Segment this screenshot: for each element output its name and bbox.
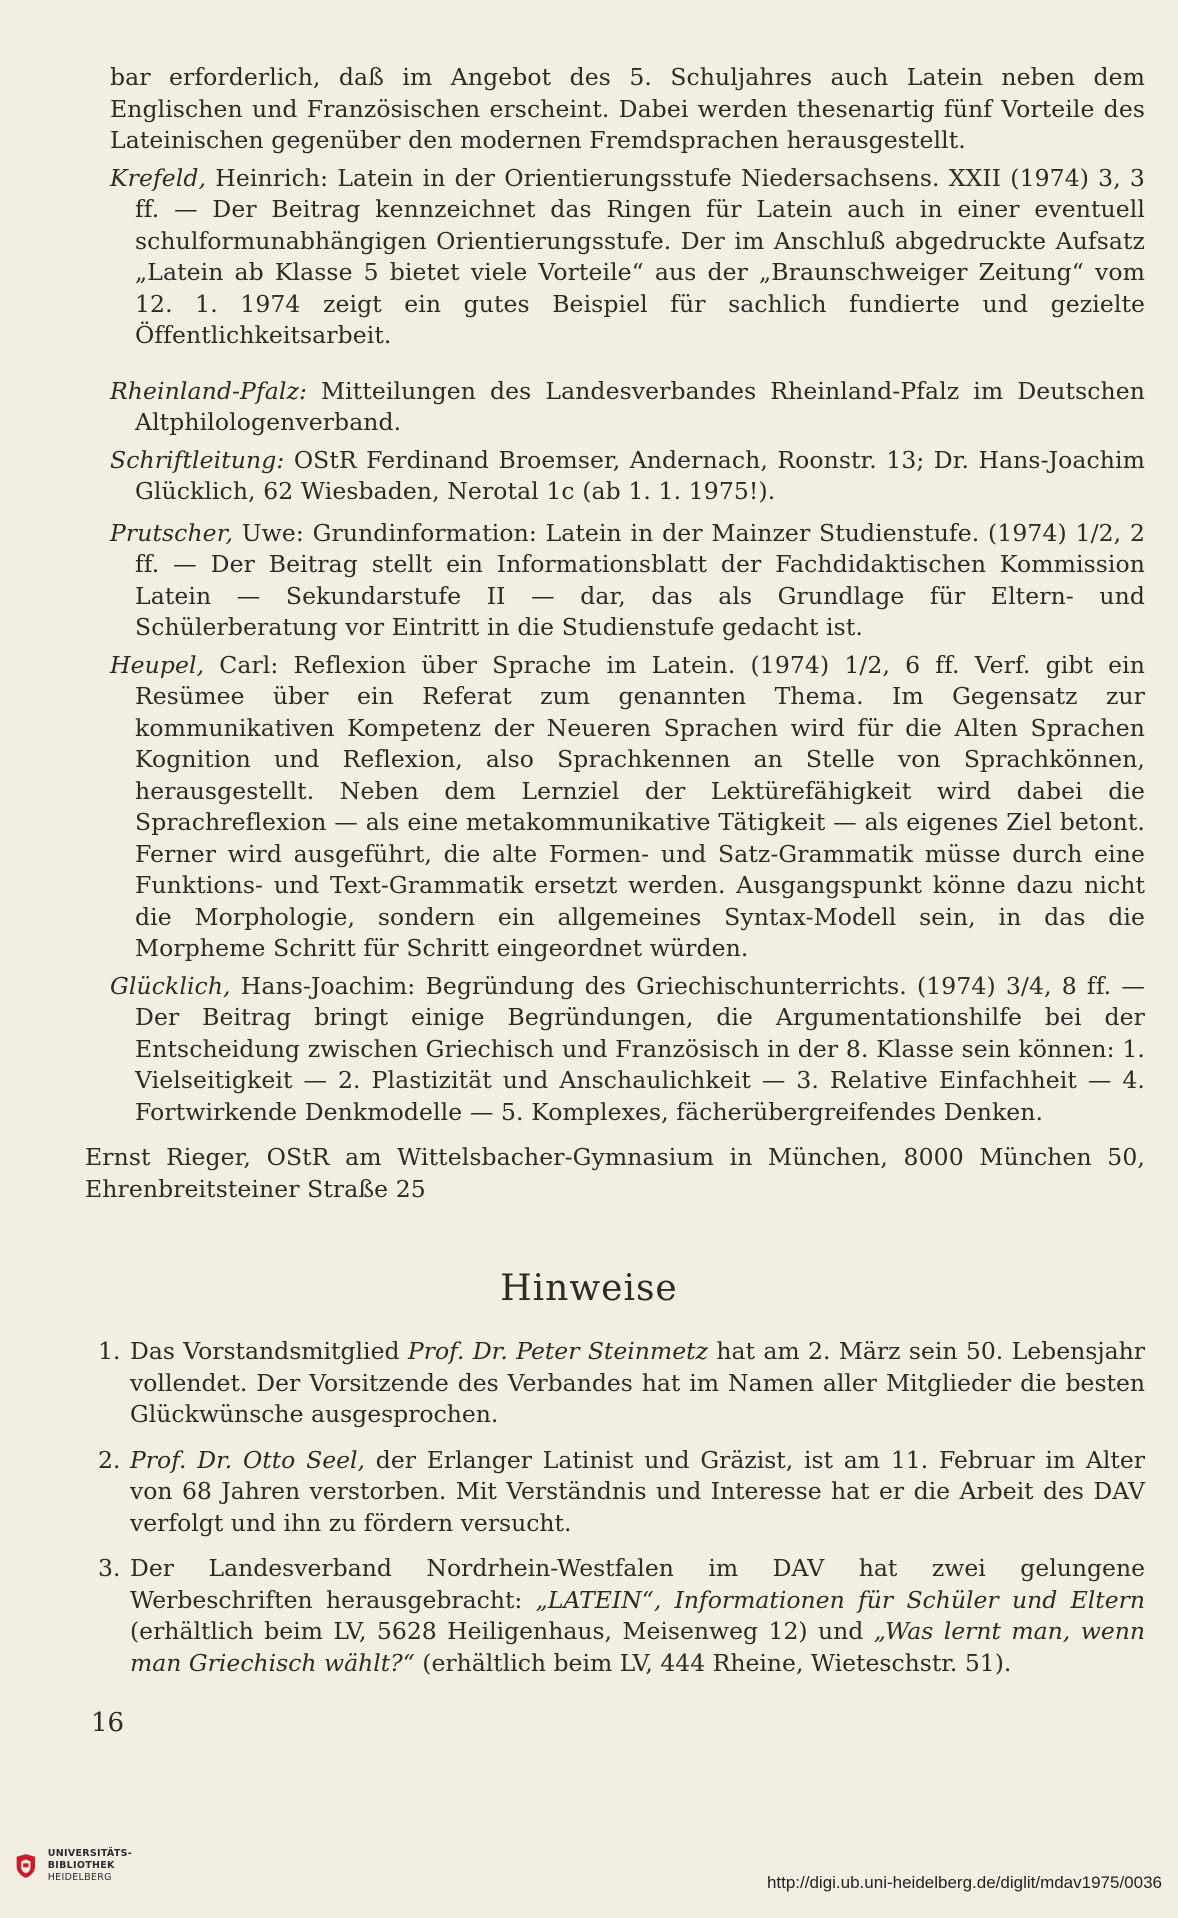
entry-text: bar erforderlich, daß im Angebot des 5. Schuljahres auch Latein neben dem Englischen und Französischen erscheint. Dabei werden thesenartig fünf Vorteile des Lateinischen gegenüber den modernen Fremdsprachen herausgestellt. [110,63,1145,154]
item-text-part: hat am 2. März sein 50. Lebensjahr vollendet. Der Vorsitzende des Verbandes hat im Namen aller Mitglieder die besten Glückwünsche ausgesprochen. [130,1337,1145,1428]
entry-author: Rheinland-Pfalz: [110,376,307,405]
list-item [98,1336,1145,1431]
entry-author: Schriftleitung: [110,445,285,474]
entry-author: Krefeld, [110,163,207,192]
entry-text: Mitteilungen des Landesverbandes Rheinland-Pfalz im Deutschen Altphilologenverband. [135,376,1145,436]
item-number: 1. [98,1337,121,1365]
item-name: Prof. Dr. Otto Seel, [130,1445,366,1474]
logo-line: BIBLIOTHEK [47,1860,115,1871]
entry-author: Prutscher, [110,518,234,547]
item-name: „LATEIN“, Informationen für Schüler und Eltern [535,1585,1145,1614]
bibliography-entry [110,971,1145,1129]
bibliography-entry [110,445,1145,508]
logo-line: HEIDELBERG [47,1872,112,1883]
bibliography-entry [110,163,1145,352]
entry-text: Hans-Joachim: Begründung des Griechischunterrichts. (1974) 3/4, 8 ff. — Der Beitrag bringt einige Begründungen, die Argumentationshilfe bei der Entscheidung zwischen Griechisch und Französisch in der 8. Klasse sein können: 1. Vielseitigkeit — 2. Plastizität und Anschaulichkeit — 3. Relative Einfachheit — 4. Fortwirkende Denkmodelle — 5. Komplexes, fächerübergreifendes Denken. [135,971,1145,1126]
item-number: 3. [98,1554,121,1582]
entry-author: Glücklich, [110,971,231,1000]
item-text-part: Der Landesverband Nordrhein-Westfalen im DAV hat zwei gelungene Werbeschriften herausgebracht: [130,1554,1145,1614]
footer-bar [0,1812,1178,1918]
item-number: 2. [98,1445,121,1474]
entry-author: Heupel, [110,650,205,679]
bibliography-entry [110,650,1145,965]
library-logo[interactable] [14,1839,132,1893]
bibliography-entry [110,376,1145,439]
entry-text: Uwe: Grundinformation: Latein in der Mainzer Studienstufe. (1974) 1/2, 2 ff. — Der Beitrag stellt ein Informationsblatt der Fachdidaktischen Kommission Latein — Sekundarstufe II — dar, das als Grundlage für Eltern- und Schülerberatung vor Eintritt in die Studienstufe gedacht ist. [135,518,1145,641]
hinweise-list [98,1336,1145,1693]
library-name [48,1848,132,1884]
section-heading: Hinweise [500,1268,678,1309]
page-number: 16 [91,1708,125,1738]
item-text-part: Das Vorstandsmitglied [130,1337,408,1365]
item-text-part: (erhältlich beim LV, 5628 Heiligenhaus, Meisenweg 12) und [130,1617,874,1645]
signature [85,1142,1145,1205]
library-seal-icon [14,1846,38,1886]
entry-text: OStR Ferdinand Broemser, Andernach, Roonstr. 13; Dr. Hans-Joachim Glücklich, 62 Wiesbaden, Nerotal 1c (ab 1. 1. 1975!). [135,445,1145,505]
entry-text: Heinrich: Latein in der Orientierungsstufe Niedersachsens. XXII (1974) 3, 3 ff. — Der Beitrag kennzeichnet das Ringen für Latein auch in einer eventuell schulformunabhängigen Orientierungsstufe. Der im Anschluß abgedruckte Aufsatz „Latein ab Klasse 5 bietet viele Vorteile“ aus der „Braunschweiger Zeitung“ vom 12. 1. 1974 zeigt ein gutes Beispiel für sachlich fundierte und gezielte Öffentlichkeitsarbeit. [135,163,1145,349]
item-text [130,1445,1145,1540]
item-text [130,1336,1145,1431]
source-url-link[interactable]: http://digi.ub.uni-heidelberg.de/diglit/mdav1975/0036 [766,1873,1162,1892]
entry-text: Carl: Reflexion über Sprache im Latein. (1974) 1/2, 6 ff. Verf. gibt ein Resümee über ein Referat zum genannten Thema. Im Gegensatz zur kommunikativen Kompetenz der Neueren Sprachen wird für die Alten Sprachen Kognition und Reflexion, also Sprachkennen an Stelle von Sprachkönnen, herausgestellt. Neben dem Lernziel der Lektürefähigkeit wird dabei die Sprachreflexion — als eine metakommunikative Tätigkeit — als eigenes Ziel betont. Ferner wird ausgeführt, die alte Formen- und Satz-Grammatik müsse durch eine Funktions- und Text-Grammatik ersetzt werden. Ausgangspunkt könne dazu nicht die Morphologie, sondern ein allgemeines Syntax-Modell sein, in das die Morpheme Schritt für Schritt eingeordnet würden. [135,650,1145,962]
item-name: „Was lernt man, wenn man Griechisch wählt?“ [130,1617,1145,1677]
logo-line: UNIVERSITÄTS- [47,1848,132,1859]
list-item [98,1445,1145,1540]
list-item [98,1553,1145,1679]
item-text-part: der Erlanger Latinist und Gräzist, ist am 11. Februar im Alter von 68 Jahren verstorben. Mit Verständnis und Interesse hat er die Arbeit des DAV verfolgt und ihn zu fördern versucht. [130,1445,1145,1537]
item-name: Prof. Dr. Peter Steinmetz [407,1337,708,1365]
bibliography-entry [110,62,1145,157]
item-text [130,1553,1145,1679]
bibliography-column [85,62,1145,1211]
item-text-part: (erhältlich beim LV, 444 Rheine, Wieteschstr. 51). [414,1648,1012,1677]
bibliography-entry [110,518,1145,644]
signature-text: Ernst Rieger, OStR am Wittelsbacher-Gymnasium in München, 8000 München 50, Ehrenbreitsteiner Straße 25 [85,1143,1145,1203]
